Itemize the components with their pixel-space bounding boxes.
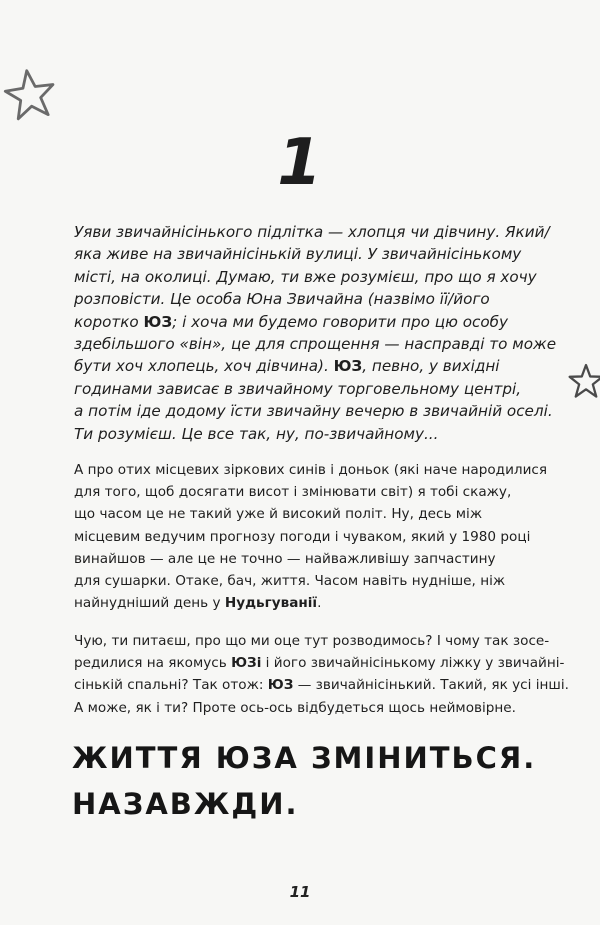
text-line: [74, 652, 569, 674]
emphasis-text: Нудьгуванії: [224, 595, 318, 612]
text-line: [74, 503, 547, 525]
text-line: [74, 548, 547, 570]
text-line: [74, 243, 556, 265]
text-line: [74, 592, 547, 614]
text-fragment: бути хоч хлопець, хоч дівчина).: [74, 357, 334, 376]
text-line: [74, 526, 547, 548]
finale-line: НАЗАВЖДИ.: [72, 787, 299, 821]
text-fragment: розповісти. Це особа Юна Звичайна (назвімо її/його: [74, 290, 490, 309]
text-line: [74, 459, 547, 481]
chapter-number: 1: [277, 126, 323, 200]
text-fragment: годинами зависає в звичайному торговельному центрі,: [74, 379, 522, 398]
text-line: [74, 378, 556, 400]
text-fragment: а потім іде додому їсти звичайну вечерю в звичайній оселі.: [74, 402, 553, 421]
text-fragment: Ти розумієш. Це все так, ну, по-звичайному...: [74, 424, 439, 443]
emphasis-text: ЮЗ: [267, 677, 294, 694]
text-fragment: ; і хоча ми будемо говорити про цю особу: [172, 312, 508, 331]
text-line: [74, 266, 556, 288]
paragraph-stars: [74, 459, 547, 614]
paragraph-intro: [74, 221, 556, 445]
text-line: [74, 630, 569, 652]
emphasis-text: ЮЗ: [333, 357, 363, 376]
text-fragment: .: [317, 595, 322, 612]
text-fragment: коротко: [74, 312, 144, 331]
text-line: [74, 311, 556, 333]
text-fragment: — звичайнісінький. Такий, як усі інші.: [293, 677, 569, 694]
text-line: [74, 355, 556, 377]
text-line: [74, 570, 547, 592]
text-fragment: редилися на якомусь: [74, 655, 232, 672]
text-line: [74, 423, 556, 445]
text-fragment: найнудніший день у: [74, 595, 225, 612]
text-fragment: здебільшого «він», це для спрощення — насправді то може: [74, 335, 557, 354]
text-fragment: що часом це не такий уже й високий політ. Ну, десь між: [74, 506, 483, 523]
text-fragment: винайшов — але це не точно — найважливішу запчастину: [74, 550, 496, 567]
text-fragment: місцевим ведучим прогнозу погоди і чуваком, який у 1980 році: [74, 528, 531, 545]
text-fragment: Уяви звичайнісінького підлітка — хлопця чи дівчину. Який/: [74, 223, 550, 241]
text-line: [74, 400, 556, 422]
star-icon: [567, 362, 600, 400]
text-line: [74, 481, 547, 503]
text-fragment: яка живе на звичайнісінькій вулиці. У звичайнісінькому: [74, 245, 522, 264]
text-fragment: , певно, у вихідні: [362, 357, 500, 376]
text-fragment: Чую, ти питаєш, про що ми оце тут розводимось? І чому так зосе-: [74, 633, 550, 649]
star-icon: [2, 66, 58, 122]
text-fragment: А може, як і ти? Проте ось-ось відбудеться щось неймовірне.: [74, 699, 516, 716]
text-fragment: для того, щоб досягати висот і змінювати світ) я тобі скажу,: [74, 484, 512, 501]
text-fragment: сінькій спальні? Так отож:: [74, 677, 268, 694]
paragraph-question: [74, 630, 569, 719]
finale-line: ЖИТТЯ ЮЗА ЗМІНИТЬСЯ.: [72, 741, 537, 775]
text-line: [74, 288, 556, 310]
page-number: 11: [289, 883, 311, 901]
text-fragment: для сушарки. Отаке, бач, життя. Часом навіть нудніше, ніж: [74, 573, 506, 590]
text-line: [74, 674, 569, 696]
finale-heading: [72, 735, 536, 827]
text-fragment: і його звичайнісінькому ліжку у звичайні-: [261, 655, 565, 672]
text-line: [74, 333, 556, 355]
text-fragment: А про отих місцевих зіркових синів і доньок (які наче народилися: [74, 462, 548, 478]
emphasis-text: ЮЗі: [231, 655, 262, 672]
text-fragment: місті, на околиці. Думаю, ти вже розумієш, про що я хочу: [74, 267, 537, 286]
text-line: [74, 697, 569, 719]
emphasis-text: ЮЗ: [143, 312, 173, 331]
text-line: [74, 221, 556, 243]
